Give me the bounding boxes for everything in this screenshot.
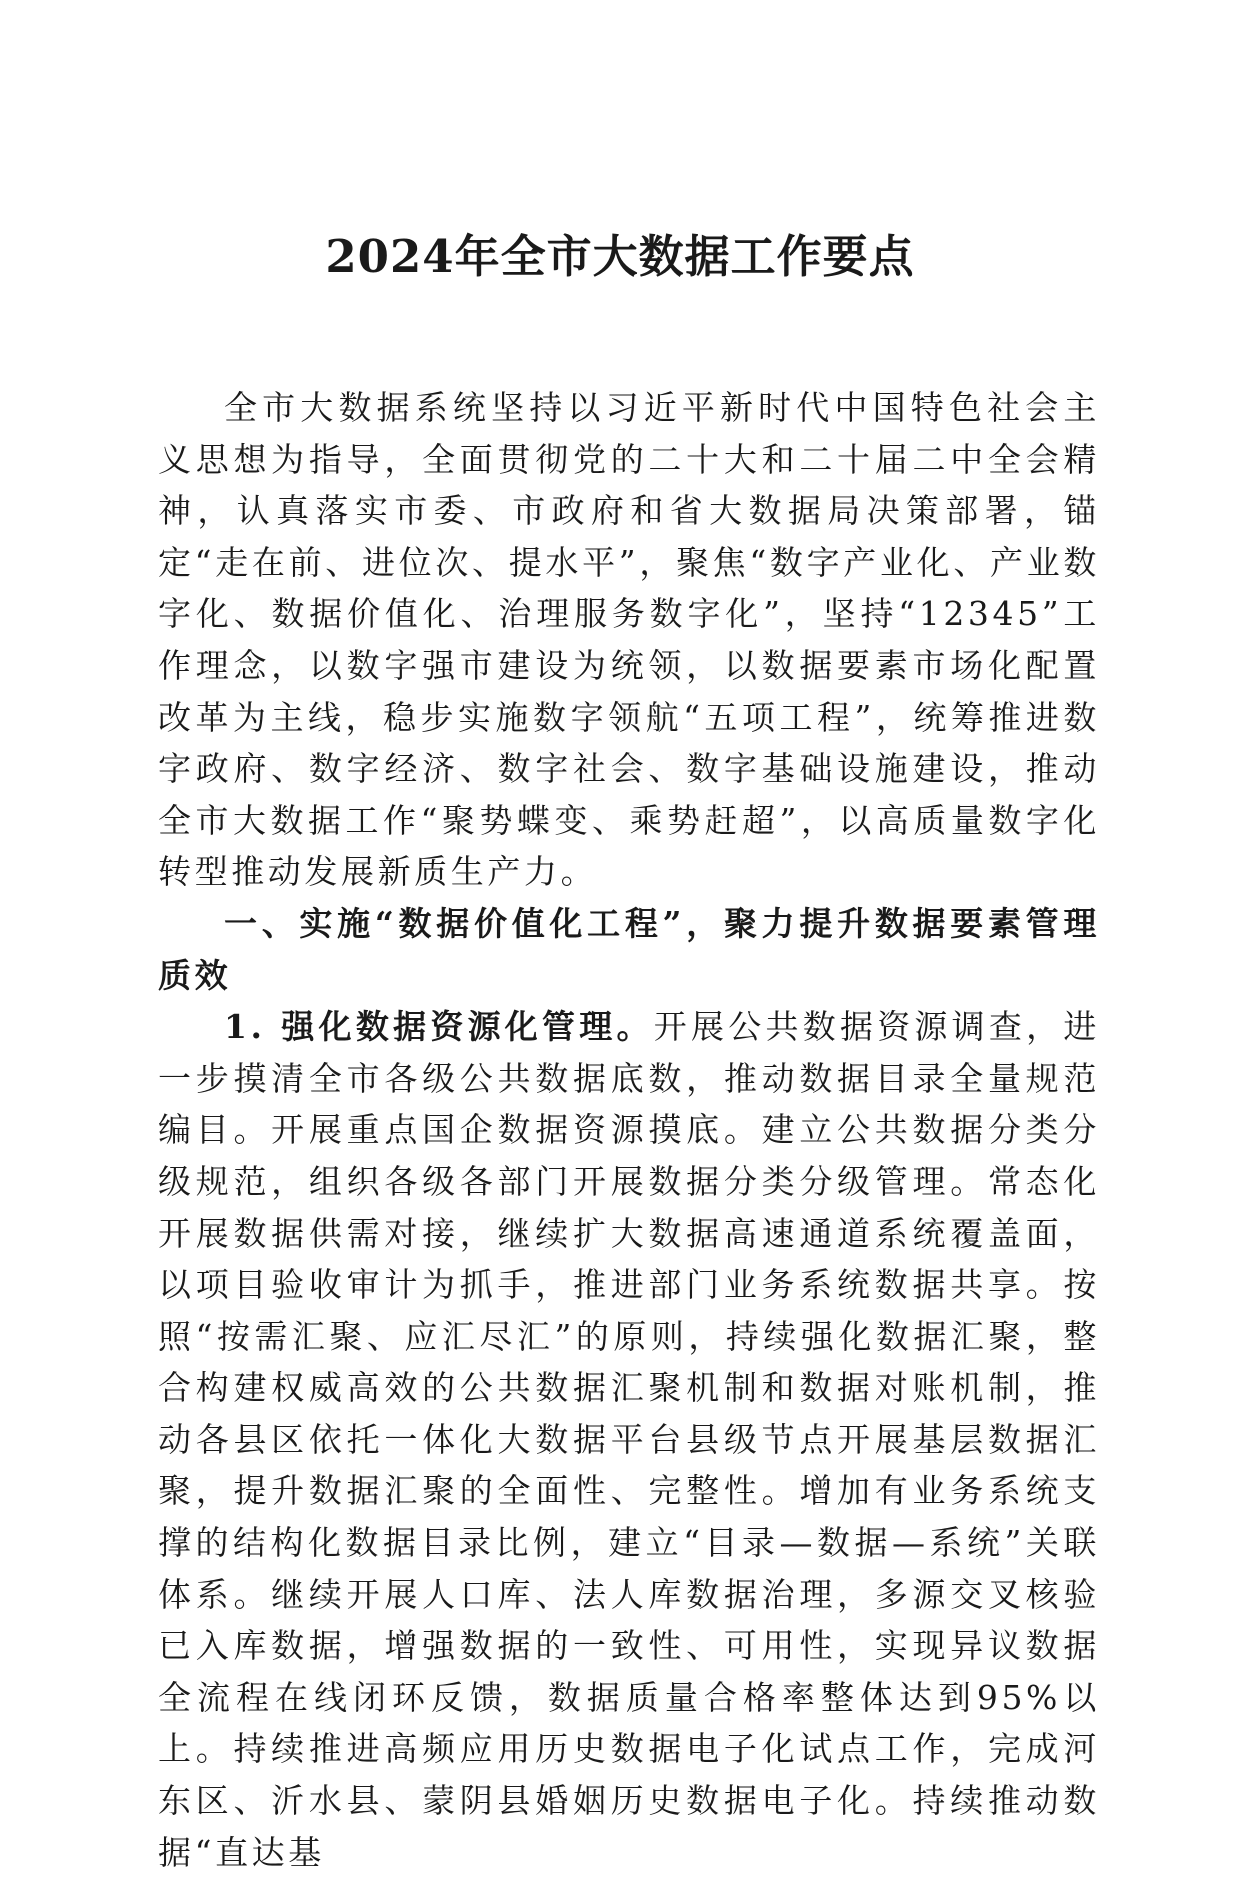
- document-title: 2024年全市大数据工作要点: [325, 230, 915, 283]
- intro-paragraph: 全市大数据系统坚持以习近平新时代中国特色社会主义思想为指导，全面贯彻党的二十大和二十届二中全会精神，认真落实市委、市政府和省大数据局决策部署，锚定“走在前、进位次、提水平”，聚焦“数字产业化、产业数字化、数据价值化、治理服务数字化”，坚持“12345”工作理念，以数字强市建设为统领，以数据要素市场化配置改革为主线，稳步实施数字领航“五项工程”，统筹推进数字政府、数字经济、数字社会、数字基础设施建设，推动全市大数据工作“聚势蝶变、乘势赶超”，以高质量数字化转型推动发展新质生产力。: [158, 388, 1100, 892]
- item-text: 开展公共数据资源调查，进一步摸清全市各级公共数据底数，推动数据目录全量规范编目。开展重点国企数据资源摸底。建立公共数据分类分级规范，组织各级各部门开展数据分类分级管理。常态化开展数据供需对接，继续扩大数据高速通道系统覆盖面，以项目验收审计为抓手，推进部门业务系统数据共享。按照“按需汇聚、应汇尽汇”的原则，持续强化数据汇聚，整合构建权威高效的公共数据汇聚机制和数据对账机制，推动各县区依托一体化大数据平台县级节点开展基层数据汇聚，提升数据汇聚的全面性、完整性。增加有业务系统支撑的结构化数据目录比例，建立“目录—数据—系统”关联体系。继续开展人口库、法人库数据治理，多源交叉核验已入库数据，增强数据的一致性、可用性，实现异议数据全流程在线闭环反馈，数据质量合格率整体达到95%以上。持续推进高频应用历史数据电子化试点工作，完成河东区、沂水县、蒙阴县婚姻历史数据电子化。持续推动数据“直达基: [158, 1007, 1100, 1872]
- document-body: [158, 382, 1100, 1878]
- item-paragraph: [158, 1001, 1100, 1878]
- section-heading: 一、实施“数据价值化工程”，聚力提升数据要素管理质效: [158, 903, 1100, 995]
- item-lead: 1. 强化数据资源化管理。: [224, 1007, 654, 1047]
